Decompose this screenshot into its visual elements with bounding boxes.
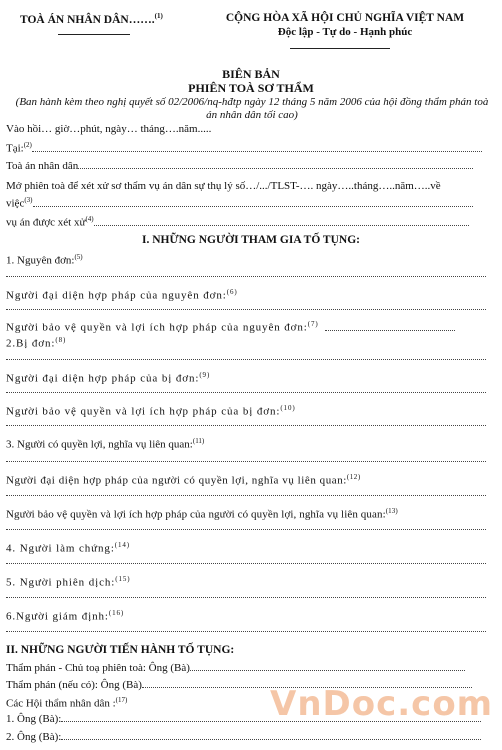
watermark-logo: VnDoc.com: [270, 684, 494, 724]
footnote-ref: (13): [385, 507, 398, 515]
doc-subtitle: PHIÊN TOÀ SƠ THẨM: [188, 81, 314, 95]
footnote-ref: (17): [115, 696, 128, 704]
blank-line: [6, 495, 486, 496]
participant-label: 5. Người phiên dịch:: [6, 576, 116, 589]
matter-label: việc: [6, 197, 25, 210]
footnote-ref: (16): [108, 609, 125, 617]
footnote-ref: (9): [199, 371, 211, 379]
national-title: CỘNG HÒA XÃ HỘI CHỦ NGHĨA VIỆT NAM: [225, 12, 465, 24]
court-fill: [78, 168, 473, 169]
judge-chair-fill: [190, 670, 465, 671]
session-court: [6, 160, 473, 172]
session-place: [6, 141, 482, 155]
national-header: [200, 12, 490, 38]
footnote-ref: (1): [154, 12, 163, 20]
participant-related: [6, 437, 204, 451]
blank-line: [6, 529, 486, 530]
participant-label: Người đại diện hợp pháp của người có quyền lợi, nghĩa vụ liên quan:: [6, 474, 347, 487]
officer-label: Các Hội thẩm nhân dân :: [6, 697, 116, 710]
participant-label: 6.Người giám định:: [6, 610, 109, 623]
participant-label: 1. Nguyên đơn:: [6, 254, 75, 267]
section-participants-title: I. NHỮNG NGƯỜI THAM GIA TỐ TỤNG:: [142, 234, 360, 246]
participant-defendant-rep: [6, 371, 210, 385]
footnote-ref: (5): [74, 253, 83, 261]
participant-plaintiff-rep: [6, 288, 238, 302]
matter-fill: [33, 206, 473, 207]
case-fill: [94, 225, 469, 226]
footnote-ref: (8): [55, 336, 67, 344]
officer-label: Thẩm phán - Chủ toạ phiên toà: Ông (Bà): [6, 662, 190, 674]
footnote-ref: (4): [85, 215, 94, 223]
footnote-ref: (15): [115, 575, 131, 583]
doc-issuance-note: (Ban hành kèm theo nghị quyết số 02/2006/nq-hđtp ngày 12 tháng 5 năm 2006 của hội đồng thẩm phán toà án nhân dân tối cao): [15, 96, 489, 121]
session-case-matter: [6, 196, 473, 210]
defender-fill: [325, 330, 455, 331]
blank-line: [6, 359, 486, 360]
place-fill: [32, 151, 482, 152]
court-label: Toà án nhân dân: [6, 160, 79, 172]
session-open: Mở phiên toà để xét xử sơ thẩm vụ án dân sự thụ lý số…/.../TLST-…. ngày…..tháng…..năm…..về: [6, 180, 441, 192]
doc-title: BIÊN BẢN: [222, 67, 280, 81]
blank-line: [6, 631, 486, 632]
court-header: [20, 12, 163, 26]
session-time: Vào hồi… giờ…phút, ngày… tháng….năm.....: [6, 123, 212, 135]
session-case-tried: [6, 215, 469, 229]
participant-label: 2.Bị đơn:: [6, 337, 56, 350]
footnote-ref: (14): [114, 541, 131, 549]
participant-related-defender: [6, 507, 398, 521]
participant-label: Người bảo vệ quyền và lợi ích hợp pháp của người có quyền lợi, nghĩa vụ liên quan:: [6, 508, 386, 521]
participant-witness: [6, 541, 130, 555]
participant-plaintiff-defender: [6, 320, 455, 334]
officer-juror-2: [6, 731, 481, 743]
juror2-fill: [61, 739, 481, 740]
national-motto: Độc lập - Tự do - Hạnh phúc: [277, 26, 413, 38]
blank-line: [6, 309, 486, 310]
court-header-underline: [58, 34, 130, 35]
officer-label: 2. Ông (Bà):: [6, 731, 62, 743]
blank-line: [6, 563, 486, 564]
participant-label: Người đại diện hợp pháp của bị đơn:: [6, 372, 200, 385]
officer-judge-chair: [6, 662, 465, 674]
participant-label: 3. Người có quyền lợi, nghĩa vụ liên quan:: [6, 438, 193, 451]
footnote-ref: (2): [23, 141, 32, 149]
footnote-ref: (12): [346, 473, 361, 481]
footnote-ref: (10): [280, 404, 296, 412]
blank-line: [6, 425, 486, 426]
participant-label: Người đại diện hợp pháp của nguyên đơn:: [6, 289, 227, 302]
participant-label: 4. Người làm chứng:: [6, 542, 115, 555]
footnote-ref: (6): [226, 288, 238, 296]
section-officers-title: II. NHỮNG NGƯỜI TIẾN HÀNH TỐ TỤNG:: [6, 644, 235, 656]
blank-line: [6, 276, 486, 277]
footnote-ref: (3): [24, 196, 33, 204]
blank-line: [6, 392, 486, 393]
participant-plaintiff: [6, 253, 83, 267]
footnote-ref: (11): [192, 437, 205, 445]
officer-jurors: [6, 696, 127, 710]
participant-expert: [6, 609, 124, 623]
footnote-ref: (7): [307, 320, 319, 328]
participant-defendant: [6, 336, 66, 350]
blank-line: [6, 461, 486, 462]
participant-interpreter: [6, 575, 130, 589]
place-label: Tại:: [6, 142, 24, 155]
officer-label: Thẩm phán (nếu có): Ông (Bà): [6, 679, 142, 691]
participant-label: Người bảo vệ quyền và lợi ích hợp pháp của nguyên đơn:: [6, 321, 308, 334]
participant-label: Người bảo vệ quyền và lợi ích hợp pháp của bị đơn:: [6, 405, 281, 418]
case-label: vụ án được xét xử: [6, 216, 86, 229]
participant-related-rep: [6, 473, 361, 487]
blank-line: [6, 597, 486, 598]
officer-label: 1. Ông (Bà):: [6, 713, 62, 725]
national-header-underline: [290, 48, 390, 49]
court-name: TOÀ ÁN NHÂN DÂN…….: [20, 13, 155, 26]
participant-defendant-defender: [6, 404, 296, 418]
